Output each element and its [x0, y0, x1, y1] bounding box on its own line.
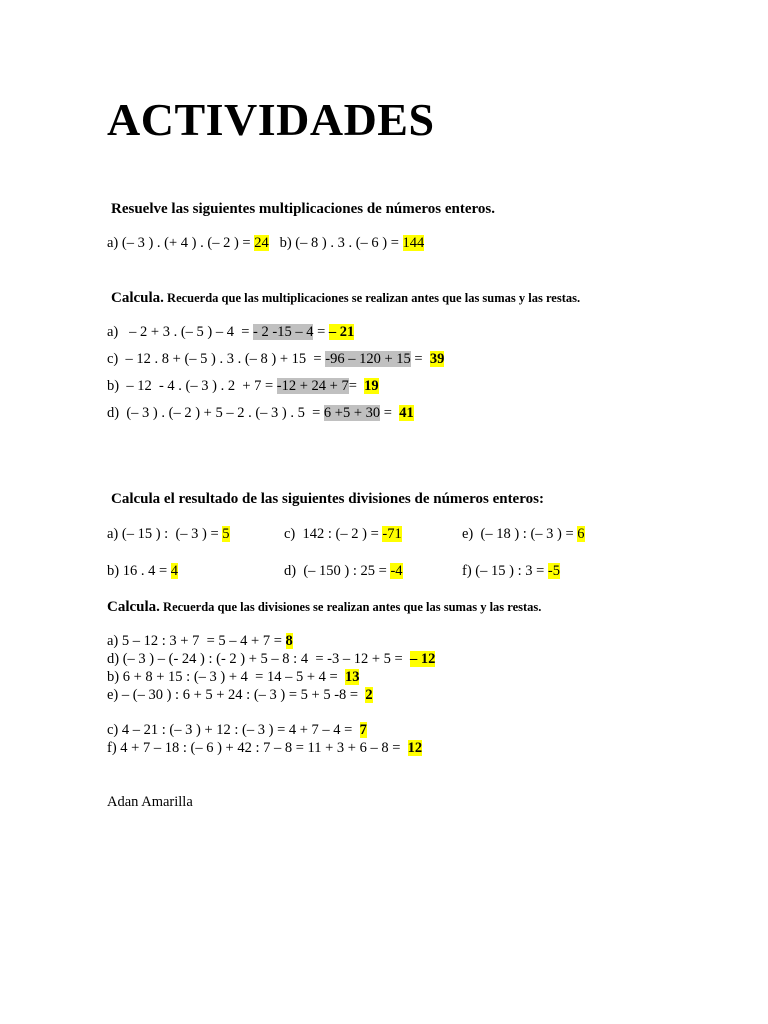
- divcalc-row-e: [107, 686, 373, 704]
- calc-work: -12 + 24 + 7: [276, 378, 349, 394]
- calc-eq: =: [348, 378, 365, 394]
- section4-heading: [107, 598, 541, 616]
- divcalc-answer: 2: [365, 687, 373, 703]
- divcalc-answer: 12: [407, 740, 423, 756]
- calc-eq: =: [313, 324, 329, 340]
- divcalc-expr: a) 5 – 12 : 3 + 7 = 5 – 4 + 7 =: [107, 633, 286, 649]
- calc-row-b: [107, 377, 379, 395]
- calc-eq: =: [380, 405, 400, 421]
- calc-row-c: [107, 350, 444, 368]
- div-answer: -71: [382, 526, 402, 542]
- calc-answer: 41: [399, 405, 414, 421]
- divcalc-row-f: [107, 739, 422, 757]
- calc-work: 6 +5 + 30: [323, 405, 381, 421]
- calc-answer: – 21: [328, 324, 355, 340]
- divcalc-answer: 13: [344, 669, 360, 685]
- div-answer: 5: [222, 526, 230, 542]
- mult-a-expr: a) (– 3 ) . (+ 4 ) . (– 2 ) =: [107, 235, 255, 251]
- section2-heading-bold: Calcula.: [111, 290, 164, 306]
- calc-work: - 2 -15 – 4: [253, 324, 314, 340]
- divcalc-answer: 7: [359, 722, 367, 738]
- div-expr: d) (– 150 ) : 25 =: [284, 563, 391, 579]
- mult-b-expr: b) (– 8 ) . 3 . (– 6 ) =: [279, 235, 403, 251]
- div-item-d: [284, 562, 403, 580]
- calc-expr: d) (– 3 ) . (– 2 ) + 5 – 2 . (– 3 ) . 5 =: [107, 405, 324, 421]
- calc-expr: b) – 12 - 4 . (– 3 ) . 2 + 7 =: [107, 378, 277, 394]
- page-title: ACTIVIDADES: [107, 94, 435, 145]
- div-item-c: [284, 525, 402, 543]
- div-expr: b) 16 . 4 =: [107, 563, 171, 579]
- div-item-f: [462, 562, 560, 580]
- calc-expr: a) – 2 + 3 . (– 5 ) – 4 =: [107, 324, 254, 340]
- section4-heading-bold: Calcula.: [107, 599, 160, 615]
- div-expr: e) (– 18 ) : (– 3 ) =: [462, 526, 578, 542]
- divcalc-expr: d) (– 3 ) – (- 24 ) : (- 2 ) + 5 – 8 : 4 = -3 – 12 + 5 =: [107, 651, 410, 667]
- divcalc-expr: b) 6 + 8 + 15 : (– 3 ) + 4 = 14 – 5 + 4 =: [107, 669, 345, 685]
- mult-b-answer: 144: [402, 235, 425, 251]
- div-expr: a) (– 15 ) : (– 3 ) =: [107, 526, 223, 542]
- divcalc-row-a: [107, 632, 293, 650]
- section3-heading: Calcula el resultado de las siguientes divisiones de números enteros:: [111, 491, 544, 507]
- calc-row-d: [107, 404, 414, 422]
- section2-heading: [111, 289, 580, 307]
- calc-answer: 39: [429, 351, 445, 367]
- divcalc-row-b: [107, 668, 359, 686]
- div-answer: 6: [577, 526, 585, 542]
- section4-heading-note: Recuerda que las divisiones se realizan antes que las sumas y las restas.: [159, 600, 542, 614]
- calc-answer: 19: [364, 378, 379, 394]
- div-expr: c) 142 : (– 2 ) =: [284, 526, 383, 542]
- divcalc-expr: c) 4 – 21 : (– 3 ) + 12 : (– 3 ) = 4 + 7 – 4 =: [107, 722, 360, 738]
- divcalc-expr: e) – (– 30 ) : 6 + 5 + 24 : (– 3 ) = 5 + 5 -8 =: [107, 687, 366, 703]
- calc-work: -96 – 120 + 15: [325, 351, 411, 367]
- divcalc-row-c: [107, 721, 367, 739]
- div-answer: -4: [390, 563, 403, 579]
- divcalc-answer: 8: [285, 633, 293, 649]
- divcalc-answer: – 12: [409, 651, 436, 667]
- section1-line: [107, 234, 424, 252]
- calc-row-a: [107, 323, 354, 341]
- div-item-b: [107, 562, 178, 580]
- div-expr: f) (– 15 ) : 3 =: [462, 563, 548, 579]
- divcalc-row-d: [107, 650, 435, 668]
- div-item-e: [462, 525, 585, 543]
- mult-a-answer: 24: [254, 235, 269, 251]
- calc-eq: =: [410, 351, 430, 367]
- div-answer: -5: [547, 563, 560, 579]
- divcalc-expr: f) 4 + 7 – 18 : (– 6 ) + 42 : 7 – 8 = 11 + 3 + 6 – 8 =: [107, 740, 408, 756]
- div-item-a: [107, 525, 230, 543]
- div-answer: 4: [170, 563, 179, 579]
- author-name: Adan Amarilla: [107, 794, 193, 810]
- section1-heading: Resuelve las siguientes multiplicaciones de números enteros.: [111, 201, 496, 217]
- calc-expr: c) – 12 . 8 + (– 5 ) . 3 . (– 8 ) + 15 =: [107, 351, 326, 367]
- section2-heading-note: Recuerda que las multiplicaciones se realizan antes que las sumas y las restas.: [163, 291, 581, 305]
